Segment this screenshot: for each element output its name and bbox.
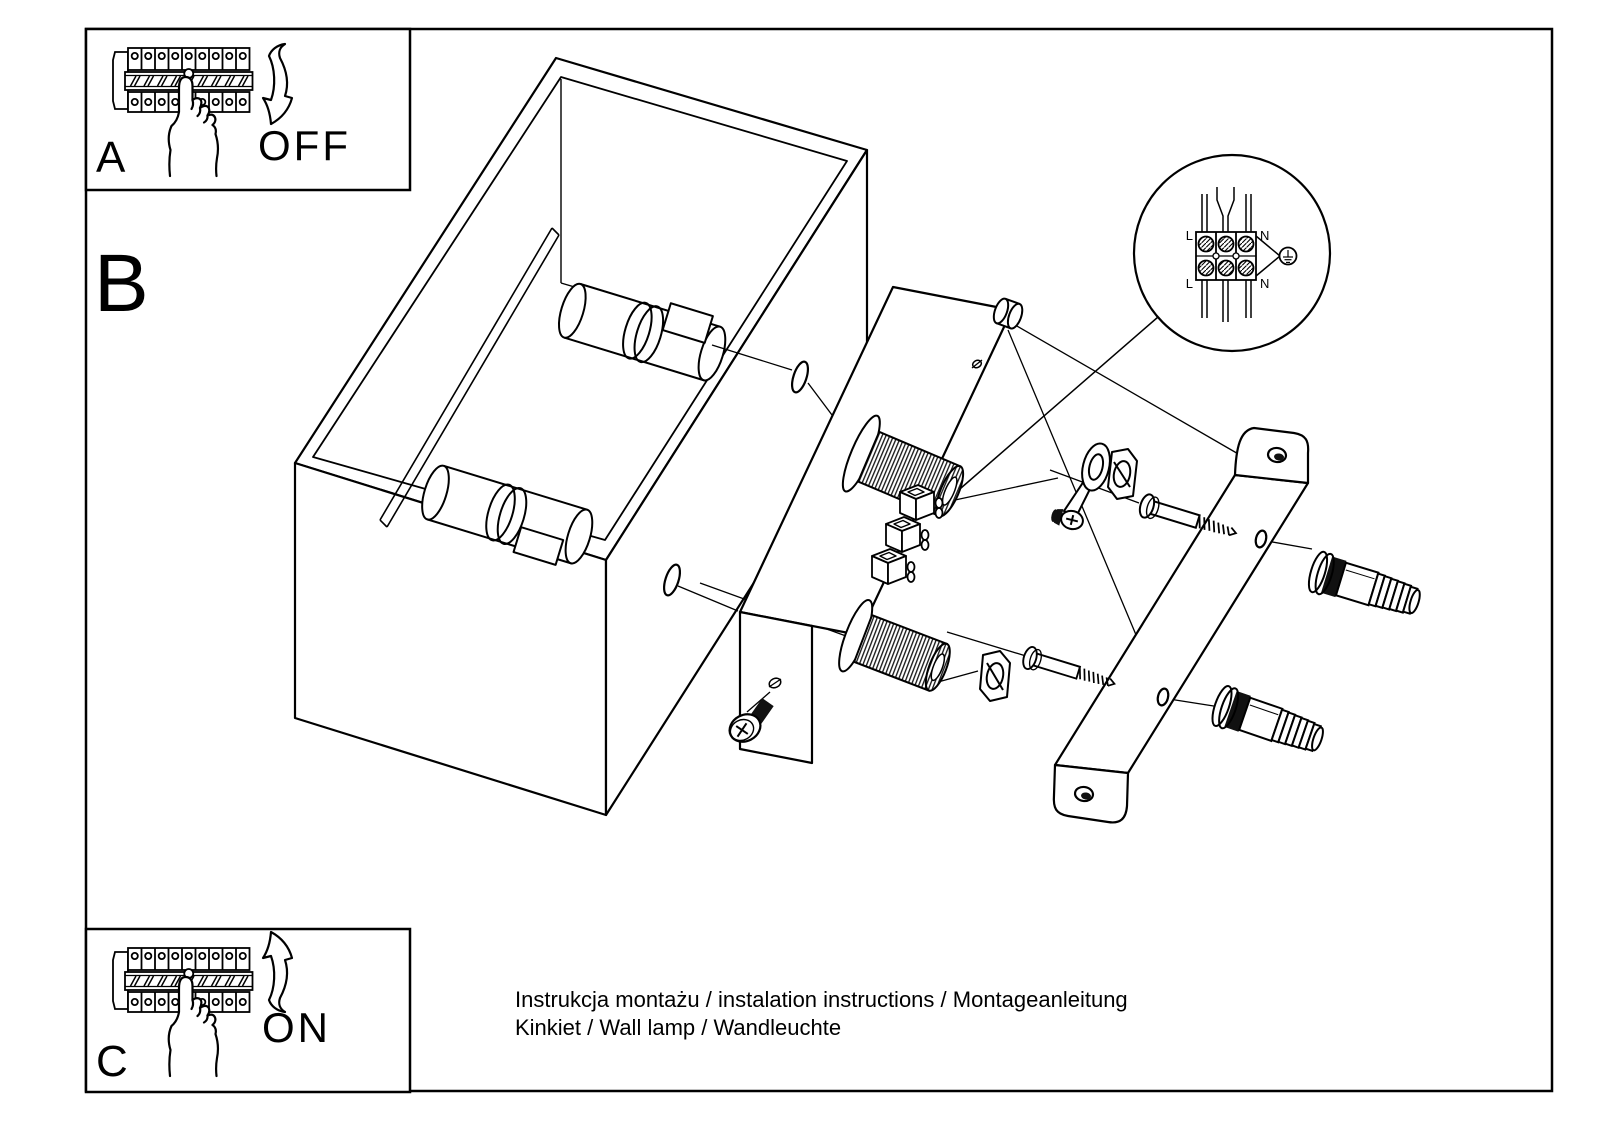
wire-label-top-left: L bbox=[1185, 228, 1193, 243]
footer-title: Instrukcja montażu / instalation instructions / Montageanleitung bbox=[515, 987, 1128, 1012]
step-c-label: C bbox=[96, 1037, 128, 1086]
step-a-action: OFF bbox=[258, 122, 351, 169]
step-a-label: A bbox=[96, 133, 126, 182]
wire-label-bottom-right: N bbox=[1260, 276, 1270, 291]
hex-nut-lower bbox=[980, 651, 1010, 701]
step-b-label: B bbox=[94, 238, 149, 329]
step-c-panel bbox=[86, 929, 410, 1092]
wiring-detail bbox=[1134, 155, 1330, 351]
footer-subtitle: Kinkiet / Wall lamp / Wandleuchte bbox=[515, 1015, 842, 1040]
step-a-panel bbox=[86, 29, 410, 190]
step-c-action: ON bbox=[262, 1004, 331, 1051]
hex-nut-upper bbox=[1108, 449, 1137, 499]
wire-label-bottom-left: L bbox=[1185, 276, 1193, 291]
wire-label-top-right: N bbox=[1260, 228, 1270, 243]
terminal-block-front bbox=[1196, 232, 1256, 280]
